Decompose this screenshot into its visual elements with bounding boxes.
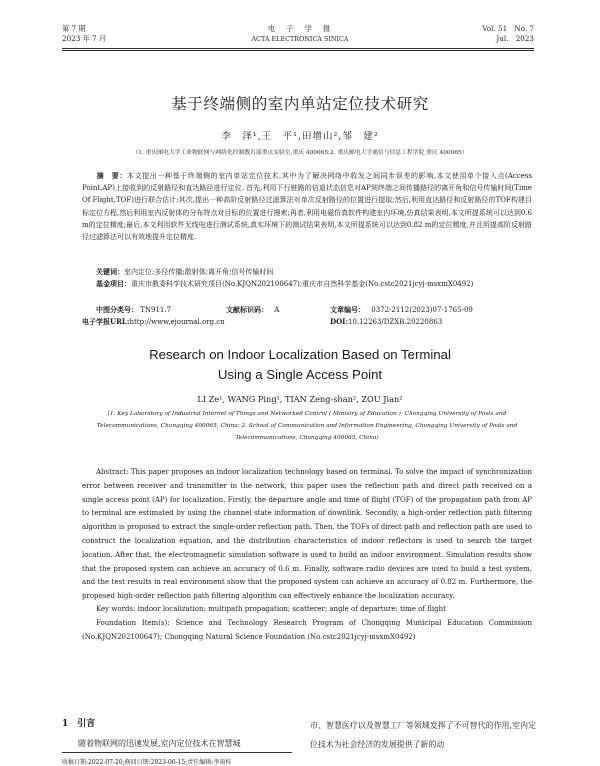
authors-cn: 李 泽¹,王 平¹,田增山²,邹 建² (221, 131, 379, 142)
abstract-cn-text: 本文提出一种基于终端侧的室内单站定位技术,其中为了解决网络中收发之间同步误差的影响,本文使用单个接入点(Access Point,AP)上接收到的反射路径和直达路径进行定位. 首先,利用下行链路的信道状态信息对AP到终端之间传播路径的离开角和信号传输时间(Time Of Flight,TOF)进行联合估计;其次,提出一种高阶反射路径过滤算法对单次反射路径的位置进行提取;然后,利用直达路径和反射路径的TOF构建目标定位方程,然后利用室内反射体的分布特点对目标的位置进行搜索;再者,利用电磁仿真软件构建室内环境,仿真结果表明,本文所提系统可以达到0.6 m的定位精度;最后,本文利用软件无线电进行测试系统,真实环境下的测试结果表明,本文所提系统可以达到0.82 m的定位精度,并且所提高阶反射路径过滤算法可以有效地提升定位精度. (82, 172, 532, 242)
clc-label: 中图分类号： (96, 305, 138, 314)
intro-col1-text: 随着物联网的迅速发展,室内定位技术在智慧城 (78, 739, 241, 748)
journal-url[interactable]: http://www.ejournal.org.cn (129, 318, 225, 326)
issue-date: 2023 年 7 月 (62, 34, 107, 43)
intro-col2: 市、智慧医疗以及智慧工厂等领域发挥了不可替代的作用,室内定位技术为社会经济的发展提供了新的动 (310, 721, 536, 749)
journal-name-en: ACTA ELECTRONICA SINICA (251, 35, 349, 43)
footnote: 收稿日期:2022-07-20;修回日期:2023-06-15;责任编辑:李雨桂 (62, 759, 232, 766)
affiliation-cn: （1. 重庆邮电大学工业物联网与网络化控制教育部重点实验室,重庆 400065;2. 重庆邮电大学通信与信息工程学院,重庆 400065） (132, 150, 468, 156)
intro-col1 (62, 738, 292, 749)
keywords-en-label: Key words: (96, 605, 136, 613)
fund-en-text: Science and Technology Research Program of Chongqing Municipal Education Commission (No.KJQN202100647); Chongqing Natural Science Foundation (No.cstc2021jcyj-msxmX0492) (82, 619, 532, 641)
abstract-cn-label: 摘 要： (96, 171, 127, 180)
keywords-en-text: indoor localization; multipath propagation; scatterer; angle of departure; time of flight (137, 605, 446, 613)
keywords-en (82, 603, 532, 617)
authors-en: LI Ze¹, WANG Ping¹, TIAN Zeng-shan², ZOU Jian² (197, 394, 403, 404)
header-rule-bottom (62, 50, 534, 51)
section-heading-intro: 1 引言 (62, 719, 96, 729)
url-label: 电子学报URL: (82, 317, 130, 326)
fund-cn (82, 278, 532, 290)
abstract-en (82, 466, 532, 604)
header-rule-top (62, 48, 534, 49)
footnote-rule (62, 752, 292, 753)
month: Jul. 2023 (496, 34, 534, 43)
doi-label: DOI: (330, 317, 349, 326)
fund-cn-label: 基金项目： (96, 279, 131, 288)
keywords-cn-label: 关键词： (96, 267, 124, 276)
abstract-en-text: This paper proposes an indoor localization technology based on terminal. To solve the impact of synchronization error between receiver and transmitter in the network, this paper uses the reflection path and direct path received on a single access point (AP) for localization. Firstly, the departure angle and time of flight (TOF) of the propagation path from AP to terminal are estimated by using the channel state information of downlink. Secondly, a high-order reflection path filtering algorithm is proposed to extract the single-order reflection path. Then, the TOFs of direct path and reflection path are used to construct the localization equation, and the distribution characteristics of indoor reflectors is used to search the target location. After that, the electromagnetic simulation software is used to build an indoor environment. Simulation results show that the proposed system can achieve an accuracy of 0.6 m. Finally, software radio devices are used to build a test system, and the test results in real environment show that the proposed system can achieve an accuracy of 0.82 m. Furthermore, the proposed high-order reflection path filtering algorithm can effectively enhance the localization accuracy. (82, 468, 532, 601)
paper-title-en-line1: Research on Indoor Localization Based on Terminal (149, 347, 451, 362)
paper-title-cn: 基于终端侧的室内单站定位技术研究 (171, 95, 429, 113)
doc-code-row (226, 304, 279, 316)
url-row (82, 316, 225, 328)
clc-value: TN911.7 (140, 306, 172, 314)
volume: Vol. 51 No. 7 (482, 24, 534, 33)
article-no-row (330, 304, 473, 316)
fund-en-label: Foundation Item(s): (96, 619, 170, 627)
abstract-en-label: Abstract: (96, 468, 129, 476)
clc-row (82, 304, 171, 316)
header-right (482, 24, 534, 44)
keywords-cn-text: 室内定位;多径传播;散射体;离开角;信号传输时间 (124, 268, 274, 276)
paper-title-en (0, 345, 600, 385)
doi-value[interactable]: 10.12263/DZXB.20220863 (348, 318, 443, 326)
article-no-label: 文章编号： (330, 305, 365, 314)
abstract-cn (82, 170, 532, 243)
doi-row (330, 316, 442, 328)
fund-cn-text: 重庆市教委科学技术研究项目(No.KJQN202100647);重庆市自然科学基金(No.cstc2021jcyj-msxmX0492) (131, 280, 474, 288)
fund-en (82, 617, 532, 645)
article-no-value: 0372-2112(2023)07-1765-09 (371, 306, 473, 314)
doc-code-label: 文献标识码： (226, 305, 268, 314)
issue-number: 第 7 期 (62, 24, 86, 33)
doc-code-value: A (274, 306, 280, 314)
paper-title-en-line2: Using a Single Access Point (217, 367, 383, 382)
journal-name-cn: 电 子 学 报 (267, 24, 333, 33)
keywords-cn (82, 266, 532, 278)
affiliation-en: (1. Key Laboratory of Industrial Internet of Things and Networked Control ( Ministry of Education ), Chongqing University of Posts and Telecommunications, Chongqing 400065, China; 2. School of Communication and Information Engineering, Chongqing University of Posts and Telecommunications, Chongqing 400065, China) (96, 411, 518, 441)
